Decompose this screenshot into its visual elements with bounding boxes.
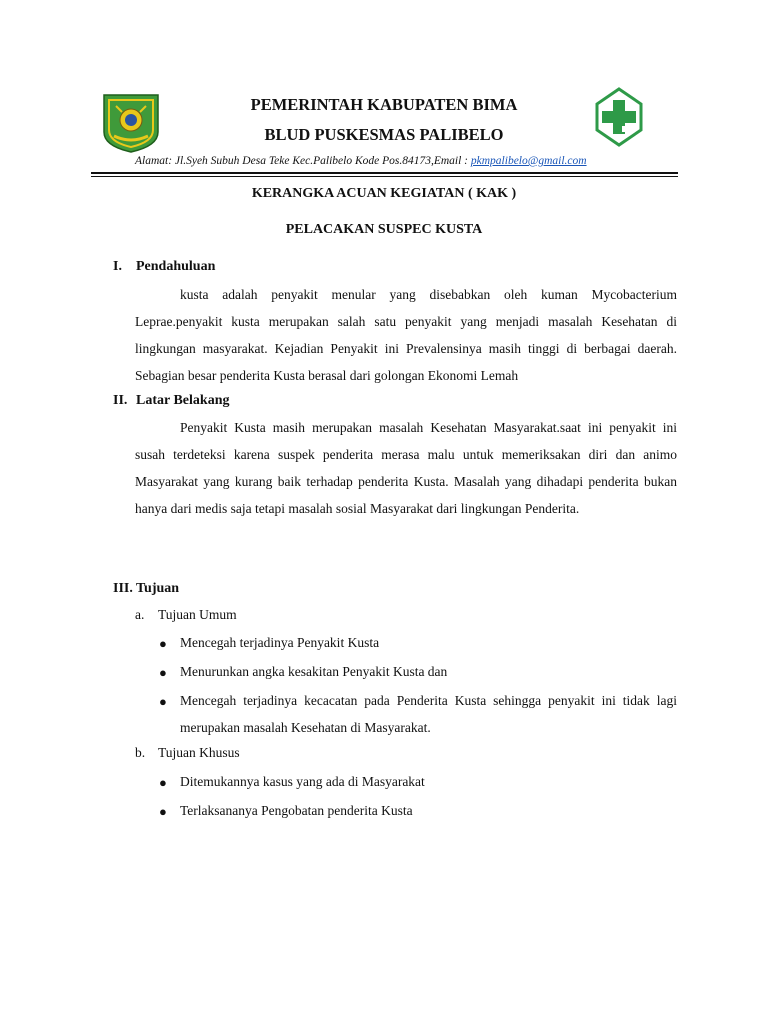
bullet-icon: ● [159,636,167,651]
bullet-icon: ● [159,804,167,819]
facility-name: BLUD PUSKESMAS PALIBELO [264,125,504,144]
organization-name: PEMERINTAH KABUPATEN BIMA [250,95,518,114]
bullet-icon: ● [159,665,167,680]
subsection-title: Tujuan Khusus [158,745,240,760]
section-title: Tujuan [136,581,180,596]
email-link[interactable]: pkmpalibelo@gmail.com [470,155,587,167]
subsection-title: Tujuan Umum [158,607,237,622]
bullet-icon: ● [159,694,167,709]
list-item: Ditemukannya kasus yang ada di Masyarakat [180,774,425,789]
header-rule-thin [91,176,678,177]
address-line [135,155,587,167]
section-title: Latar Belakang [136,393,230,408]
list-item: Mencegah terjadinya kecacatan pada Penderita Kusta sehingga penyakit ini tidak lagi merupakan masalah Kesehatan di Masyarakat. [180,693,677,735]
header-rule-thick [91,172,678,174]
section-heading [113,259,215,275]
section-title: Pendahuluan [136,259,216,274]
subsection-heading [135,607,237,623]
address-text: Alamat: Jl.Syeh Subuh Desa Teke Kec.Palibelo Kode Pos.84173,Email : [135,155,471,167]
subsection-letter: b. [135,745,146,760]
section-paragraph: kusta adalah penyakit menular yang disebabkan oleh kuman Mycobacterium Leprae.penyakit kusta merupakan salah satu penyakit yang menjadi masalah Kesehatan di lingkungan masyarakat. Kejadian Penyakit ini Prevalensinya masih tinggi di berbagai daerah. Sebagian besar penderita Kusta berasal dari golongan Ekonomi Lemah [135,287,677,383]
document-subtitle: PELACAKAN SUSPEC KUSTA [285,222,483,237]
bullet-icon: ● [159,775,167,790]
section-number: I. [113,259,122,274]
subsection-letter: a. [135,607,145,622]
list-item: Mencegah terjadinya Penyakit Kusta [180,635,380,650]
section-number: III. [113,581,133,596]
section-number: II. [113,393,128,408]
section-heading [113,393,229,409]
list-item: Menurunkan angka kesakitan Penyakit Kusta dan [180,664,448,679]
section-paragraph: Penyakit Kusta masih merupakan masalah Kesehatan Masyarakat.saat ini penyakit ini susah terdeteksi karena suspek penderita merasa malu untuk memeriksakan diri dan animo Masyarakat yang kurang baik terhadap penderita Kusta. Masalah yang dihadapi penderita bukan hanya dari medis saja tetapi masalah sosial Masyarakat dari lingkungan Penderita. [135,420,677,516]
subsection-heading [135,745,240,761]
list-item: Terlaksananya Pengobatan penderita Kusta [180,803,413,818]
section-heading [113,581,179,597]
document-title: KERANGKA ACUAN KEGIATAN ( KAK ) [251,186,517,201]
